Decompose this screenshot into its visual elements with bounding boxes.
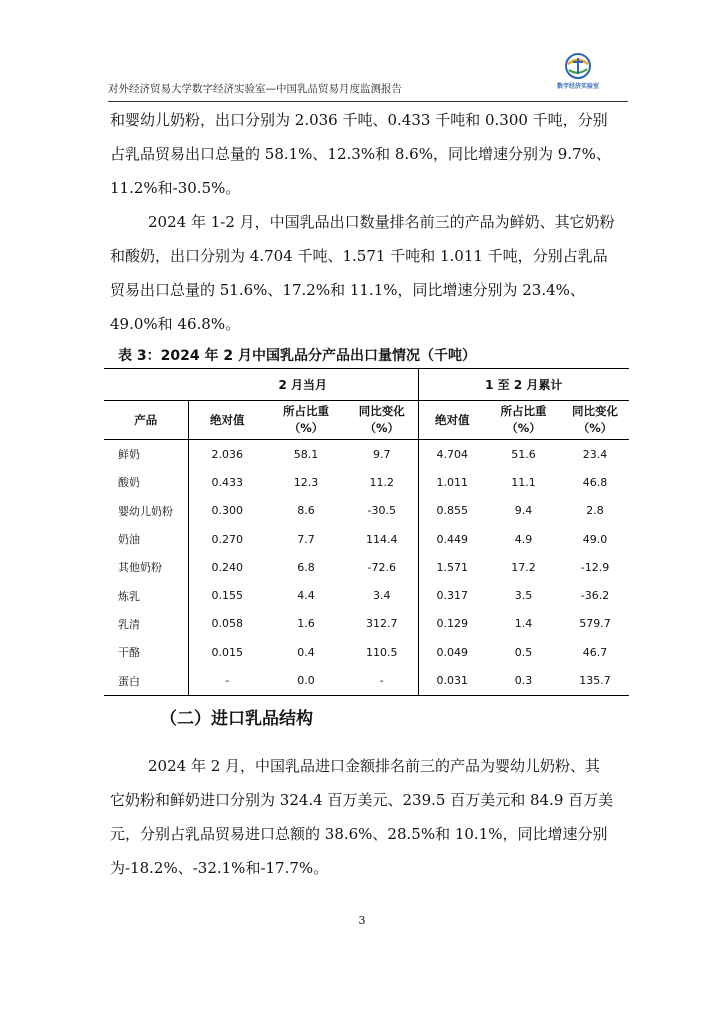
cell-cum-yoy: 49.0: [582, 532, 608, 546]
table-group-header: [104, 369, 629, 401]
cell-cum-yoy: 23.4: [582, 447, 608, 461]
paragraph-2: 2024 年 1-2 月，中国乳品出口数量排名前三的产品为鲜奶、其它奶粉和酸奶，出口分别为 4.704 千吨、1.571 千吨和 1.011 千吨，分别占乳品贸易出口总量的 51.6%、17.2%和 11.1%，同比增速分别为 23.4%、49.0%和 46.8%。: [110, 213, 615, 333]
cell-cum-abs: 0.855: [418, 497, 486, 525]
cell-cum-share: 4.9: [514, 532, 533, 546]
group-month-header: 2 月当月: [188, 369, 418, 401]
section-title: （二）进口乳品结构: [160, 709, 313, 729]
cell-month-abs: 0.058: [188, 610, 266, 638]
cell-month-abs: 0.155: [188, 581, 266, 609]
cell-month-yoy: 11.2: [369, 475, 394, 489]
cell-month-abs: 2.036: [188, 440, 266, 469]
cell-month-abs: 0.015: [188, 638, 266, 666]
cell-cum-yoy: -36.2: [580, 589, 610, 603]
cell-month-share: 1.6: [297, 617, 315, 631]
cell-month-yoy: -72.6: [367, 560, 396, 574]
table-row: [104, 468, 629, 496]
cell-month-yoy: -30.5: [367, 504, 396, 518]
cell-cum-share: 3.5: [514, 589, 533, 603]
header-title: 对外经济贸易大学数字经济实验室—中国乳品贸易月度监测报告: [108, 83, 402, 95]
table-row: [104, 666, 629, 695]
cell-cum-abs: 4.704: [418, 440, 486, 469]
cell-month-share: 0.0: [266, 666, 346, 695]
col-month-yoy: 同比变化 （%）: [346, 401, 418, 440]
cell-cum-yoy: 2.8: [586, 504, 604, 518]
col-product: 产品: [104, 401, 188, 440]
col-month-share: 所占比重 （%）: [266, 401, 346, 440]
table-row: [104, 525, 629, 553]
cell-month-abs: 0.433: [188, 468, 266, 496]
cell-month-share: 7.7: [297, 532, 315, 546]
cell-month-share: 0.4: [297, 645, 315, 659]
header-rule: [108, 101, 628, 102]
cell-month-abs: 0.240: [188, 553, 266, 581]
export-table: [104, 368, 629, 696]
col-cum-abs: 绝对值: [418, 401, 486, 440]
row-product-name: 鲜奶: [118, 448, 140, 462]
cell-cum-share: 0.3: [486, 666, 561, 695]
group-cumulative-header: 1 至 2 月累计: [418, 369, 629, 401]
cell-cum-yoy: 579.7: [579, 617, 611, 631]
cell-month-abs: -: [188, 666, 266, 695]
cell-cum-abs: 0.049: [418, 638, 486, 666]
table-row: [104, 638, 629, 666]
lab-logo: [550, 52, 606, 98]
cell-cum-abs: 0.129: [418, 610, 486, 638]
row-product-name: 奶油: [118, 533, 140, 547]
paragraph-1: 和婴幼儿奶粉，出口分别为 2.036 千吨、0.433 千吨和 0.300 千吨，分别占乳品贸易出口总量的 58.1%、12.3%和 8.6%，同比增速分别为 9.7%、11.2%和-30.5%。: [110, 111, 611, 197]
cell-cum-share: 9.4: [514, 504, 533, 518]
cell-cum-yoy: 46.7: [582, 645, 608, 659]
logo-text: 数字经济实验室: [556, 83, 599, 90]
cell-month-yoy: 110.5: [366, 645, 398, 659]
table-title: 表 3：2024 年 2 月中国乳品分产品出口量情况（千吨）: [118, 348, 476, 364]
col-cum-yoy: 同比变化 （%）: [561, 401, 629, 440]
table-row: [104, 610, 629, 638]
row-product-name: 婴幼儿奶粉: [118, 504, 173, 518]
cell-month-share: 12.3: [293, 475, 319, 489]
cell-month-yoy: 312.7: [366, 617, 398, 631]
row-product-name: 蛋白: [104, 666, 188, 695]
cell-month-share: 6.8: [297, 560, 315, 574]
cell-cum-abs: 1.011: [418, 468, 486, 496]
row-product-name: 乳清: [118, 617, 140, 631]
page-number: 3: [358, 914, 366, 927]
cell-cum-share: 17.2: [511, 560, 536, 574]
cell-cum-yoy: -12.9: [580, 560, 610, 574]
row-product-name: 其他奶粉: [118, 561, 162, 575]
cell-month-share: 58.1: [293, 447, 319, 461]
table-column-header: [104, 401, 629, 440]
cell-month-yoy: 3.4: [373, 589, 391, 603]
page-header: [108, 60, 628, 102]
cell-cum-abs: 1.571: [418, 553, 486, 581]
cell-cum-share: 11.1: [511, 475, 536, 489]
col-cum-share: 所占比重 （%）: [486, 401, 561, 440]
cell-month-abs: 0.270: [188, 525, 266, 553]
table-row: [104, 497, 629, 525]
cell-cum-yoy: 135.7: [561, 666, 629, 695]
cell-month-yoy: 9.7: [373, 447, 391, 461]
cell-month-share: 8.6: [297, 504, 315, 518]
cell-month-share: 4.4: [297, 589, 315, 603]
cell-month-abs: 0.300: [188, 497, 266, 525]
cell-cum-abs: 0.317: [418, 581, 486, 609]
row-product-name: 干酪: [118, 646, 140, 660]
table-row: [104, 553, 629, 581]
globe-logo-icon: [564, 52, 592, 80]
row-product-name: 酸奶: [118, 476, 140, 490]
table-row: [104, 440, 629, 469]
cell-cum-share: 51.6: [511, 447, 536, 461]
col-month-abs: 绝对值: [188, 401, 266, 440]
cell-cum-share: 0.5: [514, 645, 533, 659]
cell-cum-yoy: 46.8: [582, 475, 608, 489]
table-row: [104, 581, 629, 609]
paragraph-3: 2024 年 2 月，中国乳品进口金额排名前三的产品为婴幼儿奶粉、其它奶粉和鲜奶进口分别为 324.4 百万美元、239.5 百万美元和 84.9 百万美元，分别占乳品贸易进口总额的 38.6%、28.5%和 10.1%，同比增速分别为-18.2%、-32.1%和-17.7%。: [110, 757, 614, 877]
cell-cum-abs: 0.031: [418, 666, 486, 695]
cell-month-yoy: -: [346, 666, 418, 695]
cell-cum-share: 1.4: [514, 617, 533, 631]
row-product-name: 炼乳: [118, 589, 140, 603]
cell-month-yoy: 114.4: [366, 532, 398, 546]
cell-cum-abs: 0.449: [418, 525, 486, 553]
